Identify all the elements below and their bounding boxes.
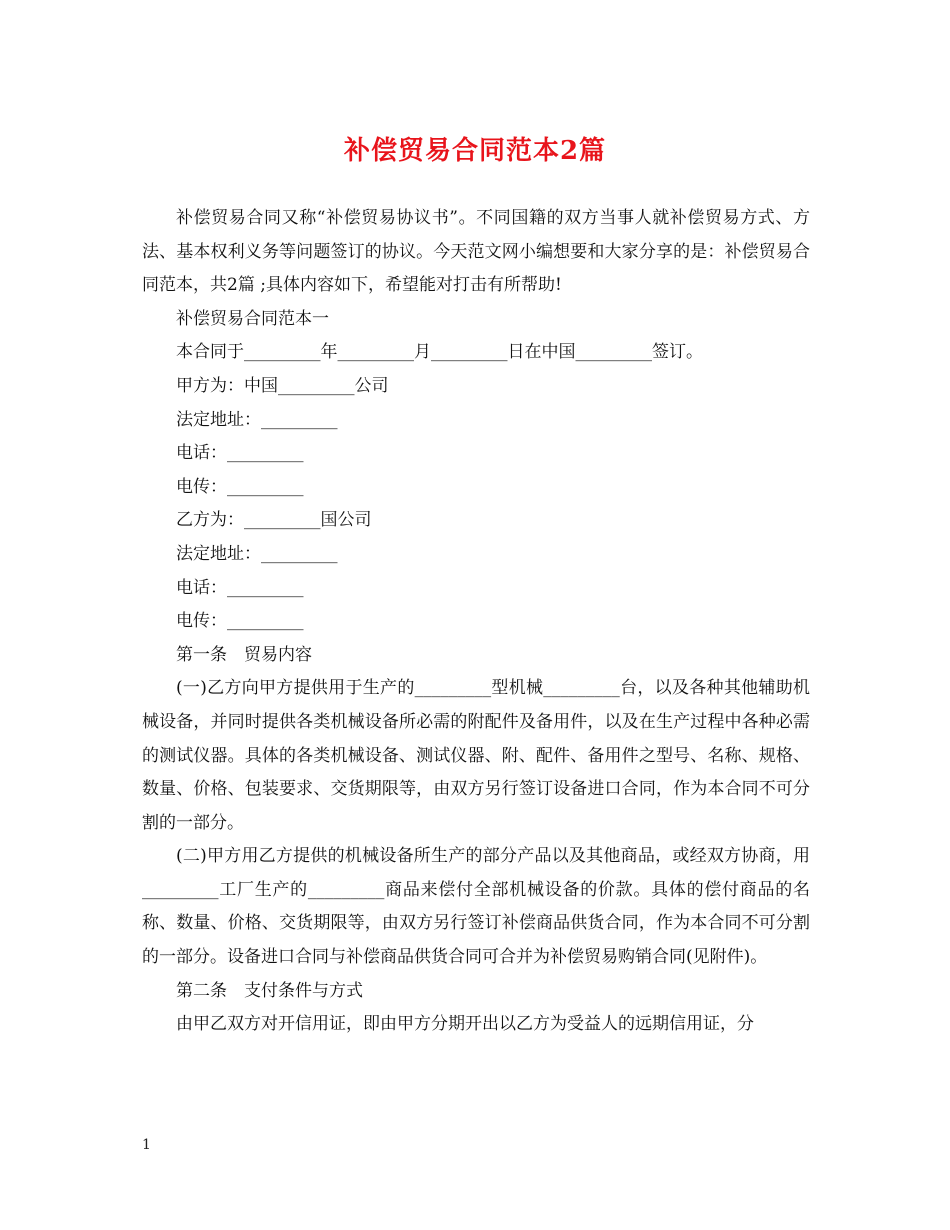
party-b-phone: 电话：_________ xyxy=(176,577,304,598)
page-number: 1 xyxy=(142,1137,151,1153)
article-two-text: 由甲乙双方对开信用证，即由甲方分期开出以乙方为受益人的远期信用证，分 xyxy=(176,1014,754,1035)
contract-date-line: 本合同于_________年_________月_________日在中国_________签订。 xyxy=(176,342,703,363)
party-b-name: 乙方为：_________国公司 xyxy=(176,510,372,531)
party-b-telex: 电传：_________ xyxy=(176,611,304,632)
article-two-heading: 第二条 支付条件与方式 xyxy=(176,980,363,1001)
article-one-clause-one: (一)乙方向甲方提供用于生产的_________型机械_________台，以及各种其他辅助机械设备，并同时提供各类机械设备所必需的附配件及备用件，以及在生产过程中各种必需的测试仪器。具体的各类机械设备、测试仪器、附、配件、备用件之型号、名称、规格、数量、价格、包装要求、交货期限等，由双方另行签订设备进口合同，作为本合同不可分割的一部分。 xyxy=(142,678,810,833)
party-b-address: 法定地址：_________ xyxy=(176,543,338,564)
intro-paragraph: 补偿贸易合同又称“补偿贸易协议书”。不同国籍的双方当事人就补偿贸易方式、方法、基本权利义务等问题签订的协议。今天范文网小编想要和大家分享的是：补偿贸易合同范本，共2篇 ;具体内容如下，希望能对打击有所帮助! xyxy=(142,208,810,296)
article-one-heading: 第一条 贸易内容 xyxy=(176,644,312,665)
document-body xyxy=(142,202,810,1042)
party-a-telex: 电传：_________ xyxy=(176,476,304,497)
party-a-phone: 电话：_________ xyxy=(176,443,304,464)
section-heading-sample-one: 补偿贸易合同范本一 xyxy=(176,308,329,329)
article-one-clause-two: (二)甲方用乙方提供的机械设备所生产的部分产品以及其他商品，或经双方协商，用_________工厂生产的_________商品来偿付全部机械设备的价款。具体的偿付商品的名称、数量、价格、交货期限等，由双方另行签订补偿商品供货合同，作为本合同不可分割的一部分。设备进口合同与补偿商品供货合同可合并为补偿贸易购销合同(见附件)。 xyxy=(142,846,810,968)
party-a-address: 法定地址：_________ xyxy=(176,409,338,430)
party-a-name: 甲方为：中国_________公司 xyxy=(176,375,389,396)
document-title: 补偿贸易合同范本2篇 xyxy=(343,136,607,166)
